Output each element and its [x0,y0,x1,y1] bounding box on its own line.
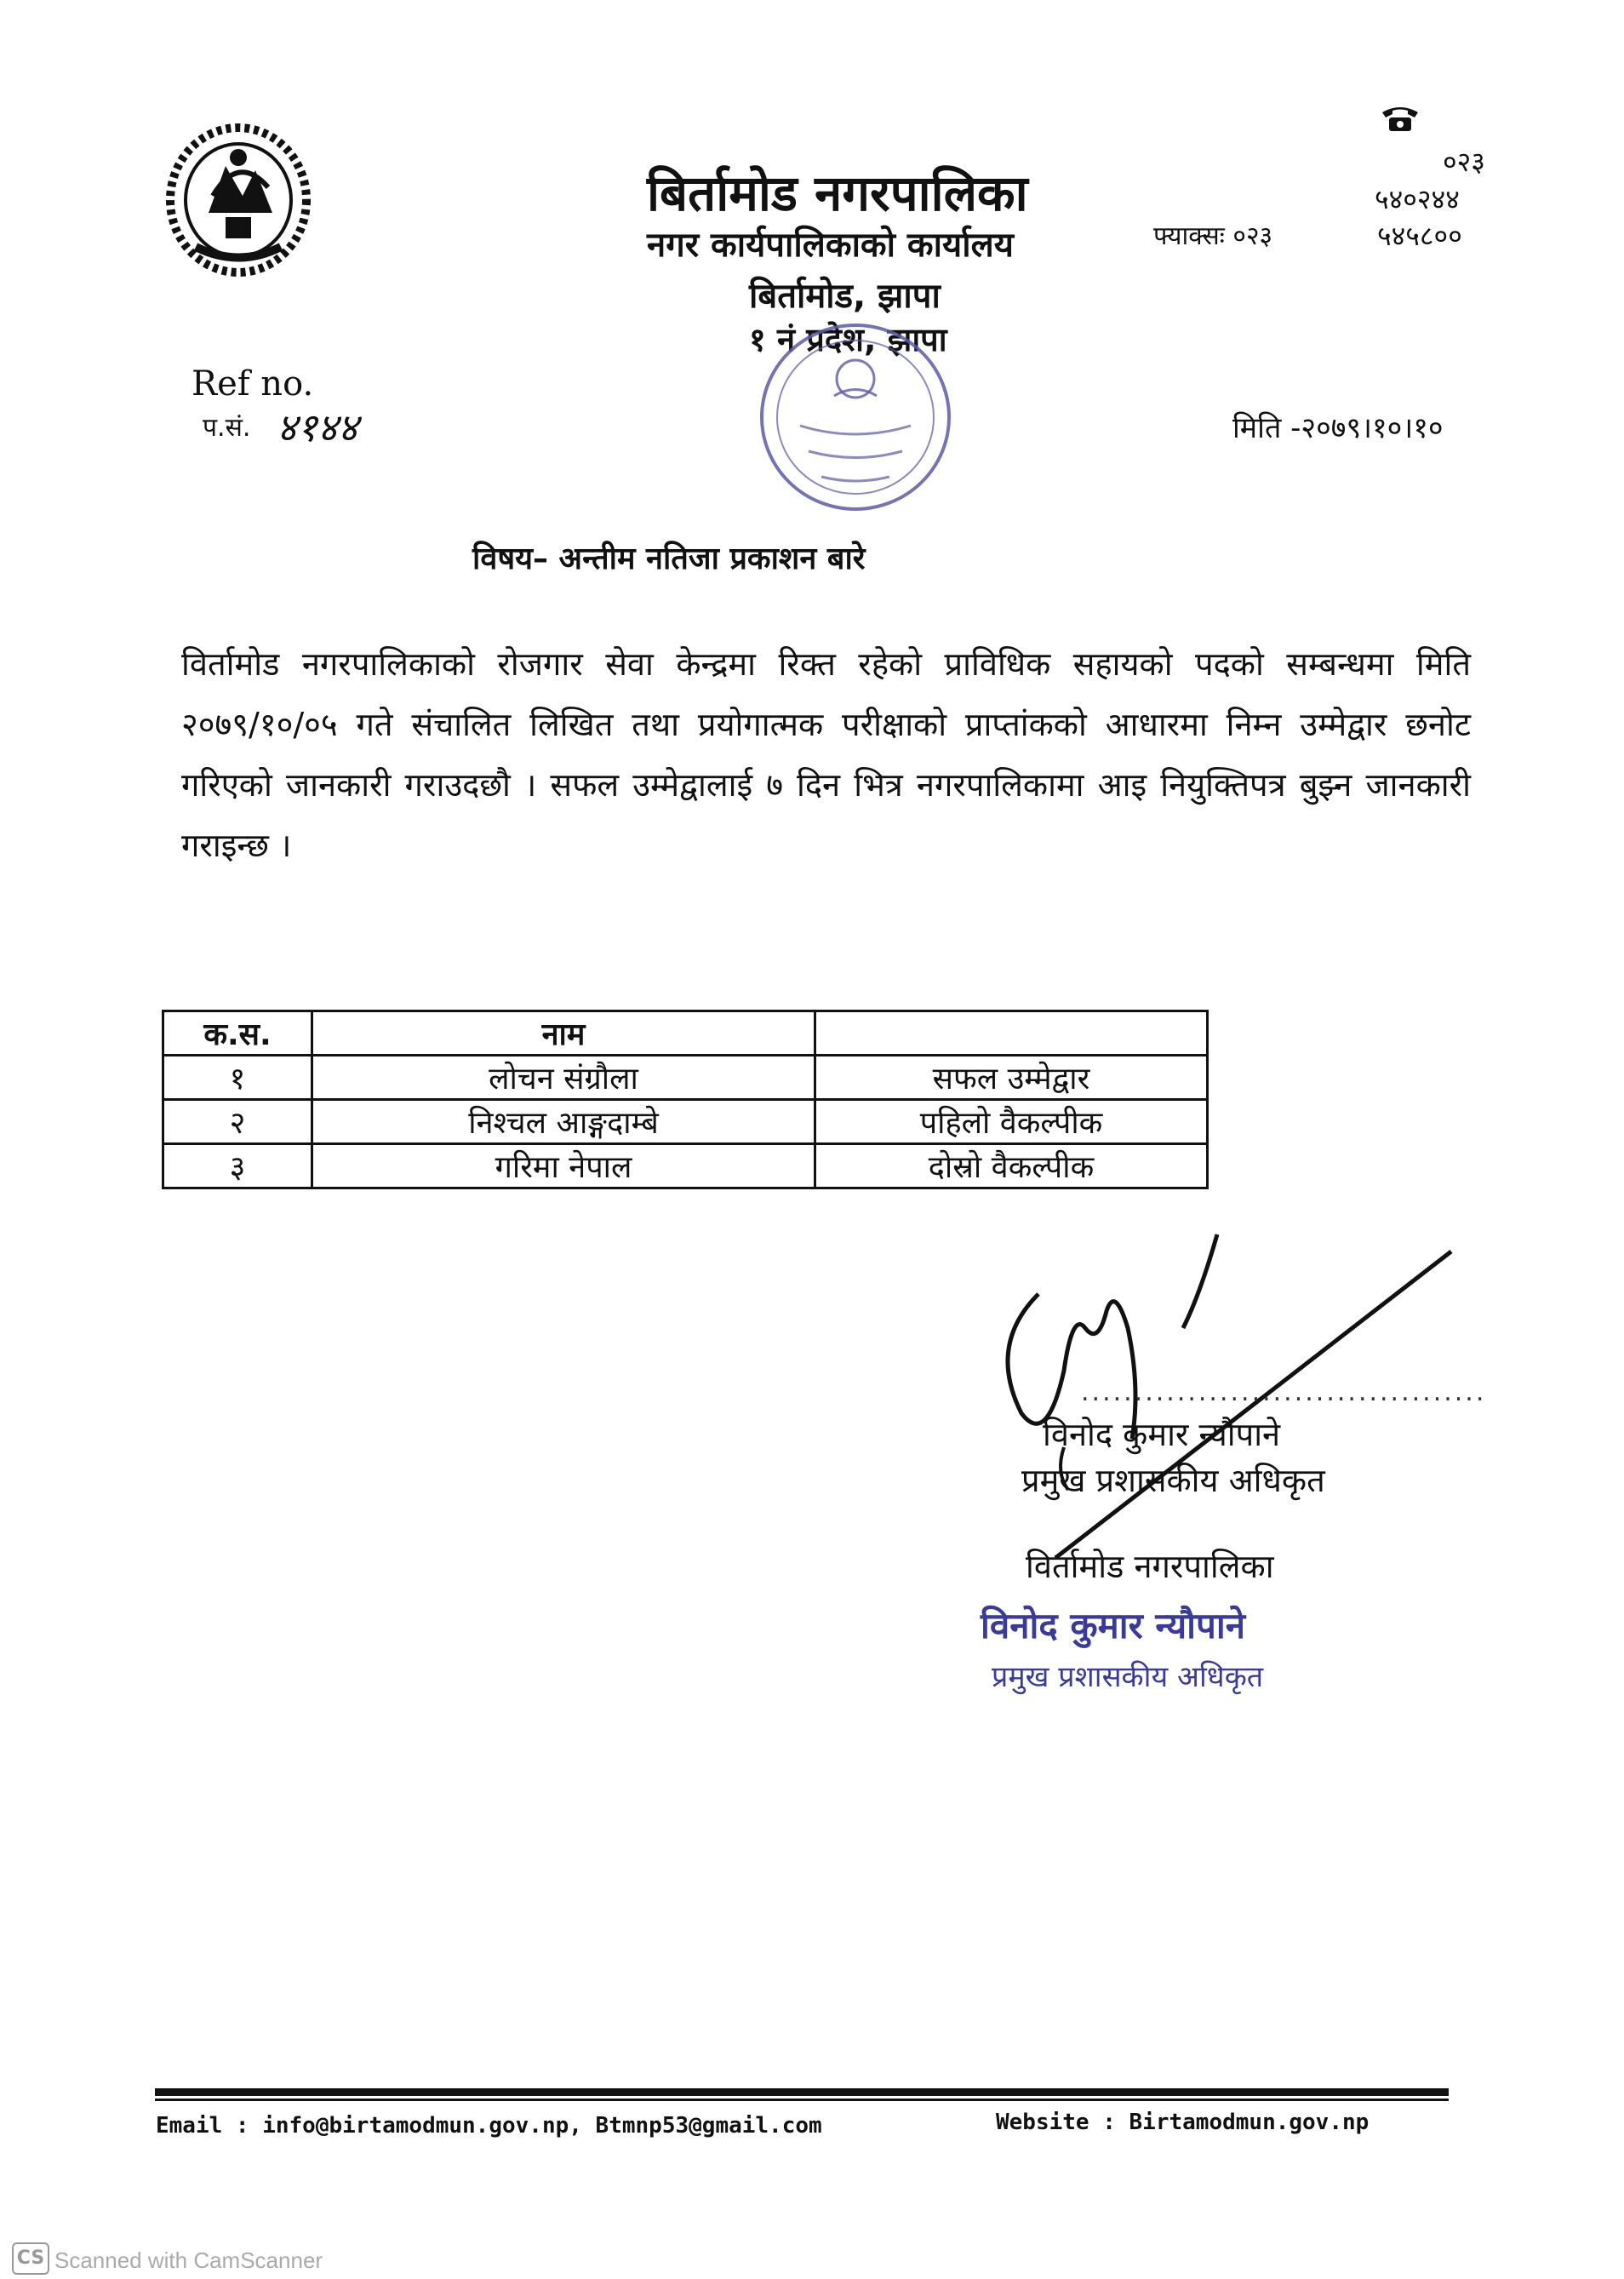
fax-label: फ्याक्सः ०२३ [1153,221,1273,251]
footer-rule-thin [155,2099,1449,2101]
phone-area-code: ०२३ [1443,146,1485,178]
letter-body: विर्तामोड नगरपालिकाको रोजगार सेवा केन्द्रमा रिक्त रहेको प्राविधिक सहायको पदको सम्बन्धमा मिति २०७९/१०/०५ गते संचालित लिखित तथा प्रयोगात्मक परीक्षाको प्राप्तांकको आधारमा निम्न उम्मेद्वार छनोट गरिएको जानकारी गराउदछौ । सफल उम्मेद्वालाई ७ दिन भित्र नगरपालिकामा आइ नियुक्तिपत्र बुझ्न जानकारी गराइन्छ । [181,645,1471,864]
patra-label: प.सं. [203,413,251,443]
office-name: नगर कार्यपालिकाको कार्यालय [647,226,1014,265]
ref-label: Ref no. [192,364,314,404]
letter-subject: विषय– अन्तीम नतिजा प्रकाशन बारे [472,541,866,576]
office-seal-stamp [749,315,962,519]
signatory-organization: विर्तामोड नगरपालिका [1026,1548,1274,1585]
nepal-emblem-logo [162,119,315,281]
table-row [163,1100,1208,1144]
footer-rule [155,2088,1449,2096]
city-line: बिर्तामोड, झापा [749,277,941,316]
row-name: गरिमा नेपाल [312,1144,815,1188]
row-serial: ३ [163,1144,312,1188]
result-table [162,1010,1209,1189]
province-line: १ नं प्रदेश, झापा [749,321,947,358]
camscanner-logo: CS [12,2242,49,2275]
header-status [815,1011,1208,1056]
row-name: निश्चल आङ्गदाम्बे [312,1100,815,1144]
title-stamp: प्रमुख प्रशासकीय अधिकृत [992,1660,1264,1694]
row-serial: १ [163,1056,312,1100]
phone-number-2: ५४५८०० [1377,220,1462,252]
table-header-row [163,1011,1208,1056]
name-stamp: विनोद कुमार न्यौपाने [981,1605,1246,1646]
patra-number: ४१४४ [277,404,358,450]
signatory-title: प्रमुख प्रशासकीय अधिकृत [1021,1462,1325,1499]
header-serial: क.स. [163,1011,312,1056]
signature-line: ...................................... [1081,1377,1487,1407]
row-status: दोस्रो वैकल्पीक [815,1144,1208,1188]
table-row [163,1056,1208,1100]
signatory-name: विनोद कुमार न्यौपाने [1043,1416,1281,1453]
table-row [163,1144,1208,1188]
camscanner-watermark: Scanned with CamScanner [54,2248,323,2273]
telephone-icon [1379,100,1421,135]
phone-number-1: ५४०२४४ [1375,183,1460,215]
letter-date: मिति -२०७९।१०।१० [1232,411,1444,445]
row-serial: २ [163,1100,312,1144]
organization-name: बिर्तामोड नगरपालिका [647,164,1028,222]
row-name: लोचन संग्रौला [312,1056,815,1100]
footer-website: Website : Birtamodmun.gov.np [996,2110,1370,2135]
footer-email: Email : info@birtamodmun.gov.np, Btmnp53@gmail.com [156,2113,822,2139]
row-status: सफल उम्मेद्वार [815,1056,1208,1100]
row-status: पहिलो वैकल्पीक [815,1100,1208,1144]
header-name: नाम [312,1011,815,1056]
